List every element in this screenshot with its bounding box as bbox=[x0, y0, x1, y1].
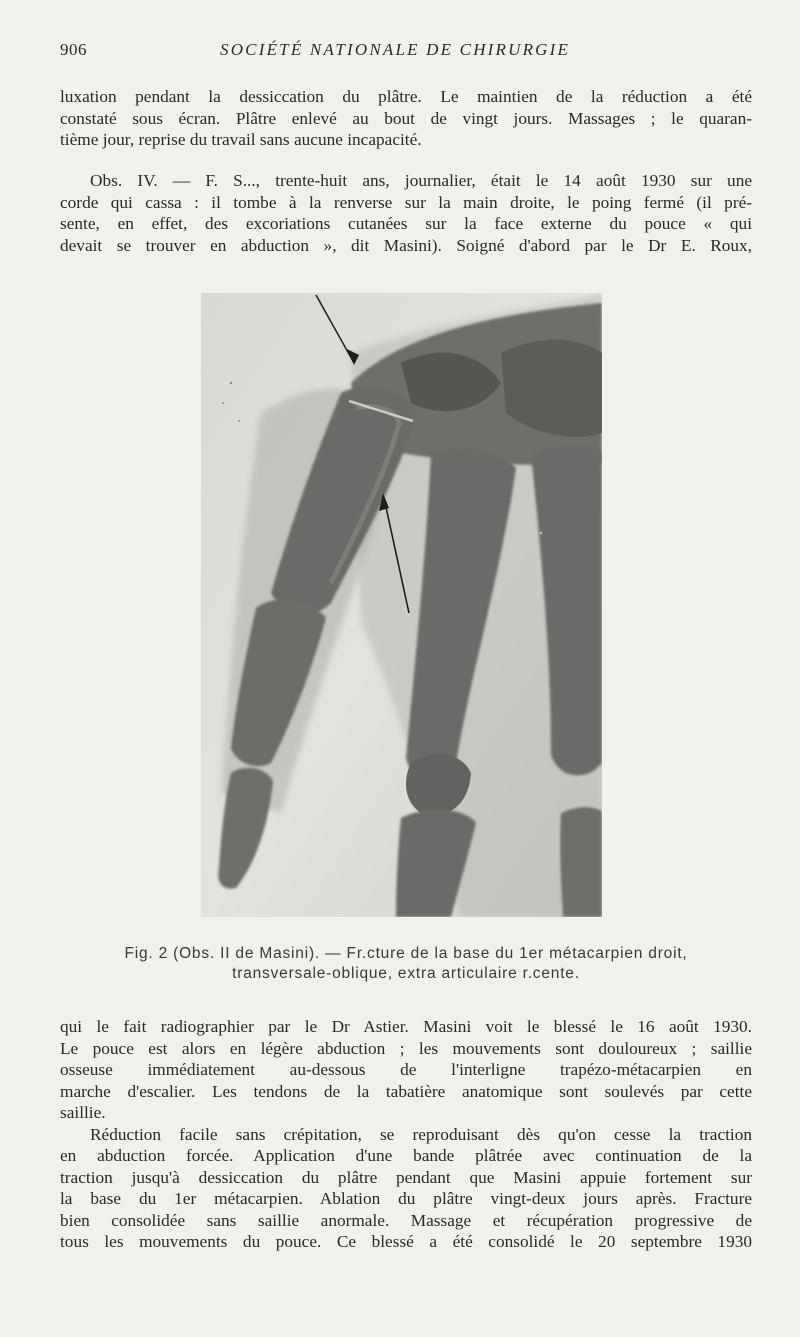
text-line: luxation pendant la dessiccation du plâtre. Le maintien de la réduction a été bbox=[60, 87, 752, 106]
text-line: tous les mouvements du pouce. Ce blessé a été consolidé le 20 septembre 1930 bbox=[60, 1232, 752, 1251]
text-line: bien consolidée sans saillie anormale. Massage et récupération progressive de bbox=[60, 1210, 752, 1230]
caption-line: Fig. 2 (Obs. II de Masini). — Fr.cture de la base du 1er métacarpien droit, bbox=[124, 945, 688, 962]
text-line: en abduction forcée. Application d'une bande plâtrée avec continuation de la bbox=[60, 1146, 752, 1165]
text-line: Obs. IV. — F. S..., trente-huit ans, journalier, était le 14 août 1930 sur une bbox=[90, 171, 752, 190]
paragraph-observation-iv bbox=[60, 170, 752, 256]
text-line: qui le fait radiographier par le Dr Astier. Masini voit le blessé le 16 août 1930. bbox=[60, 1017, 752, 1036]
running-header bbox=[60, 40, 752, 66]
text-line: sente, en effet, des excoriations cutanées sur la face externe du pouce « qui bbox=[60, 214, 752, 233]
text-line: devait se trouver en abduction », dit Masini). Soigné d'abord par le Dr E. Roux, bbox=[60, 235, 752, 255]
xray-figure bbox=[201, 293, 602, 917]
text-line: marche d'escalier. Les tendons de la tabatière anatomique sont soulevés par cette bbox=[60, 1081, 752, 1101]
text-line: constaté sous écran. Plâtre enlevé au bout de vingt jours. Massages ; le quaran- bbox=[60, 108, 752, 128]
text-line: Réduction facile sans crépitation, se reproduisant dès qu'on cesse la traction bbox=[90, 1124, 752, 1144]
paragraph-continuation-after-figure bbox=[60, 1016, 752, 1253]
xray-image bbox=[201, 293, 602, 917]
text-line: traction jusqu'à dessiccation du plâtre pendant que Masini appuie fortement sur bbox=[60, 1167, 752, 1187]
text-line: tième jour, reprise du travail sans aucune incapacité. bbox=[60, 130, 422, 149]
text-line: corde qui cassa : il tombe à la renverse sur la main droite, le poing fermé (il pré- bbox=[60, 192, 752, 212]
figure-caption bbox=[60, 944, 752, 984]
page-number: 906 bbox=[60, 40, 87, 59]
text-line: saillie. bbox=[60, 1103, 106, 1122]
paragraph-continuation bbox=[60, 86, 752, 151]
caption-line: transversale-oblique, extra articulaire r.cente. bbox=[232, 965, 580, 982]
text-line: la base du 1er métacarpien. Ablation du plâtre vingt-deux jours après. Fracture bbox=[60, 1189, 752, 1208]
text-line: osseuse immédiatement au-dessous de l'interligne trapézo-métacarpien en bbox=[60, 1060, 752, 1079]
running-title: SOCIÉTÉ NATIONALE DE CHIRURGIE bbox=[220, 40, 571, 59]
text-line: Le pouce est alors en légère abduction ; les mouvements sont douloureux ; saillie bbox=[60, 1038, 752, 1058]
